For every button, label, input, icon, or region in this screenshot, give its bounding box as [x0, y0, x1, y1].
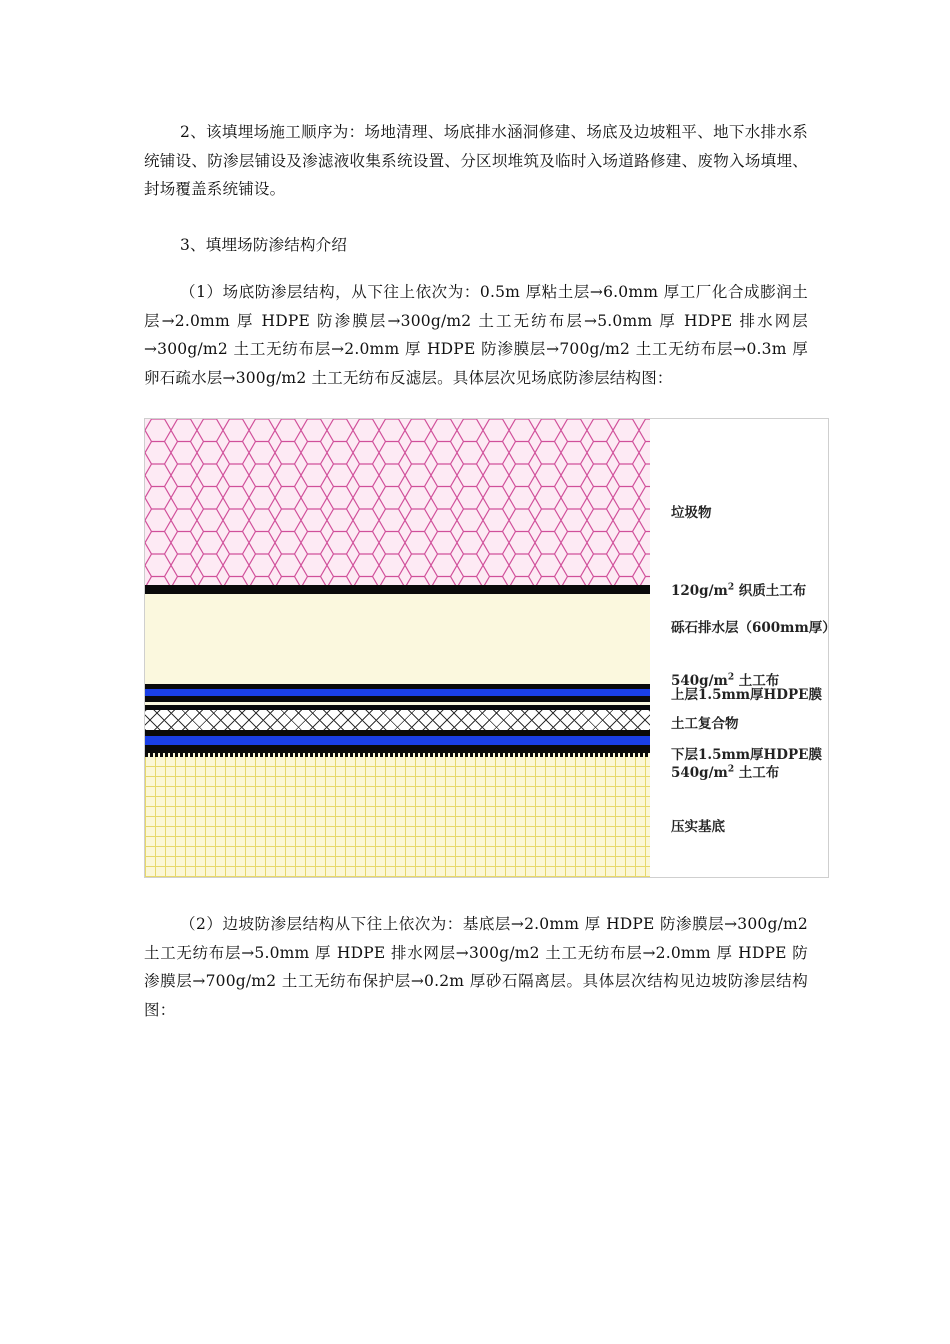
label-geotextile-120: $120g/m^2$ 织质土工布	[671, 582, 807, 599]
section-heading-liner-structure: 3、填埋场防渗结构介绍	[180, 236, 348, 254]
paragraph-construction-sequence: 2、该填埋场施工顺序为：场地清理、场底排水涵洞修建、场底及边坡粗平、地下水排水系统铺设、防渗层铺设及渗滤液收集系统设置、分区坝堆筑及临时入场道路修建、废物入场填埋、封场覆盖系统铺设。	[144, 123, 808, 198]
garbage-layer	[145, 419, 650, 585]
layer-stack	[145, 419, 650, 877]
label-geotextile-540-bottom: $540g/m^2$ 土工布	[671, 764, 780, 781]
bottom-liner-diagram	[144, 418, 836, 878]
lower-hdpe-layer	[145, 736, 650, 745]
geocomposite-layer	[145, 710, 650, 730]
label-geotextile-540-top: $540g/m^2$ 土工布	[671, 672, 780, 689]
geotextile-540-bottom-layer	[145, 745, 650, 753]
paragraph-bottom-liner: （1）场底防渗层结构，从下往上依次为：0.5m 厚粘土层→6.0mm 厚工厂化合成膨润土层→2.0mm 厚 HDPE 防渗膜层→300g/m2 土工无纺布层→5.0mm 厚 HDPE 排水网层→300g/m2 土工无纺布层→2.0mm 厚 HDPE 防渗膜层→700g/m2 土工无纺布层→0.3m 厚卵石疏水层→300g/m2 土工无纺布反滤层。具体层次见场底防渗层结构图：	[144, 283, 808, 387]
compacted-base-layer	[145, 757, 650, 877]
label-gravel-drainage: 砾石排水层（600mm厚）	[671, 620, 836, 636]
label-compacted-base: 压实基底	[671, 819, 725, 835]
paragraph-slope-liner: （2）边坡防渗层结构从下往上依次为：基底层→2.0mm 厚 HDPE 防渗膜层→300g/m2 土工无纺布层→5.0mm 厚 HDPE 排水网层→300g/m2 土工无纺布层→2.0mm 厚 HDPE 防渗膜层→700g/m2 土工无纺布保护层→0.2m 厚砂石隔离层。具体层次结构见边坡防渗层结构图：	[144, 915, 808, 1019]
gravel-drainage-layer	[145, 594, 650, 684]
geotextile-120-layer	[145, 585, 650, 594]
label-lower-hdpe: 下层1.5mm厚HDPE膜	[671, 747, 822, 763]
label-garbage: 垃圾物	[671, 505, 712, 521]
upper-hdpe-layer	[145, 689, 650, 696]
label-geocomposite: 土工复合物	[671, 716, 739, 732]
label-upper-hdpe: 上层1.5mm厚HDPE膜	[671, 687, 822, 703]
